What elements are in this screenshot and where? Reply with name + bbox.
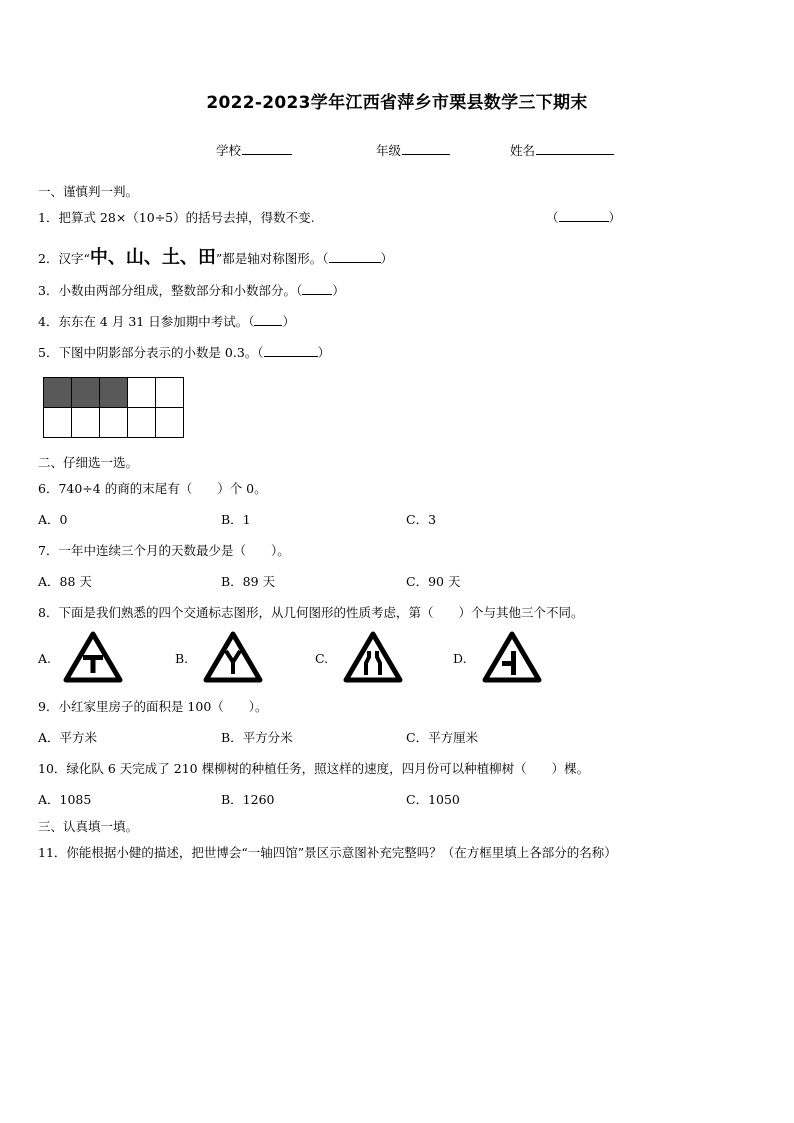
question-2-prefix: 2．汉字“ xyxy=(38,251,90,266)
section-heading-1: 一、谨慎判一判。 xyxy=(38,184,139,199)
answer-blank[interactable] xyxy=(559,209,609,222)
question-6: 6．740÷4 的商的末尾有（ ）个 0。 xyxy=(38,481,267,496)
grid-cell xyxy=(100,408,128,438)
question-1-text: 1．把算式 28×（10÷5）的括号去掉，得数不变. xyxy=(38,210,315,225)
grid-cell-shaded xyxy=(72,378,100,408)
question-4 xyxy=(38,312,295,330)
answer-blank[interactable] xyxy=(264,344,318,357)
paren-close: ） xyxy=(282,314,295,329)
option-b[interactable]: B．1260 xyxy=(221,792,275,807)
option-c[interactable]: C．90 天 xyxy=(406,574,461,589)
grid-cell xyxy=(72,408,100,438)
question-9: 9．小红家里房子的面积是 100（ ）。 xyxy=(38,699,268,714)
paren-open: （ xyxy=(546,210,559,225)
paren-close: ） xyxy=(380,251,394,266)
question-2 xyxy=(38,243,393,269)
grid-cell xyxy=(44,408,72,438)
option-c[interactable]: C．平方厘米 xyxy=(406,730,479,745)
question-5-text: 5．下图中阴影部分表示的小数是 0.3。（ xyxy=(38,345,264,360)
question-11: 11．你能根据小健的描述，把世博会“一轴四馆”景区示意图补充完整吗？（在方框里填上各部分的名称） xyxy=(38,845,617,860)
option-a[interactable]: A．平方米 xyxy=(38,730,98,745)
grade-blank[interactable] xyxy=(402,142,450,155)
decimal-grid xyxy=(43,377,184,438)
grid-cell xyxy=(128,408,156,438)
road-narrows-sign-icon xyxy=(343,631,403,683)
section-heading-2: 二、仔细选一选。 xyxy=(38,455,139,470)
grid-cell-shaded xyxy=(44,378,72,408)
question-1 xyxy=(38,208,315,226)
school-blank[interactable] xyxy=(242,142,292,155)
page-title: 2022-2023学年江西省萍乡市栗县数学三下期末 xyxy=(206,93,588,113)
option-b[interactable]: B．89 天 xyxy=(221,574,276,589)
paren-close: ） xyxy=(332,283,345,298)
question-2-chars: 中、山、土、田 xyxy=(89,247,216,268)
paren-close: ） xyxy=(608,210,622,225)
option-c[interactable]: C. xyxy=(315,651,329,666)
name-blank[interactable] xyxy=(536,142,614,155)
option-a[interactable]: A．88 天 xyxy=(38,574,92,589)
question-1-answer xyxy=(546,208,621,226)
question-3 xyxy=(38,281,345,299)
question-10: 10．绿化队 6 天完成了 210 棵柳树的种植任务，照这样的速度，四月份可以种植柳树（ ）棵。 xyxy=(38,761,590,776)
grid-cell xyxy=(156,408,184,438)
question-2-suffix: ”都是轴对称图形。（ xyxy=(215,251,329,266)
school-field xyxy=(216,141,292,159)
question-3-text: 3．小数由两部分组成，整数部分和小数部分。（ xyxy=(38,283,303,298)
grid-cell xyxy=(128,378,156,408)
option-c[interactable]: C．3 xyxy=(406,512,437,527)
y-junction-sign-icon xyxy=(203,631,263,683)
section-heading-3: 三、认真填一填。 xyxy=(38,819,139,834)
question-4-text: 4．东东在 4 月 31 日参加期中考试。（ xyxy=(38,314,255,329)
name-field xyxy=(510,141,614,159)
question-8: 8．下面是我们熟悉的四个交通标志图形，从几何图形的性质考虑，第（ ）个与其他三个不同。 xyxy=(38,605,584,620)
question-7: 7．一年中连续三个月的天数最少是（ ）。 xyxy=(38,543,290,558)
option-b[interactable]: B．平方分米 xyxy=(221,730,293,745)
option-a[interactable]: A. xyxy=(38,651,52,666)
name-label: 姓名 xyxy=(510,143,536,158)
answer-blank[interactable] xyxy=(254,313,282,326)
grid-cell xyxy=(156,378,184,408)
side-road-sign-icon xyxy=(482,631,542,683)
t-junction-sign-icon xyxy=(63,631,123,683)
option-a[interactable]: A．1085 xyxy=(38,792,92,807)
grade-field xyxy=(376,141,450,159)
grade-label: 年级 xyxy=(376,143,402,158)
option-b[interactable]: B．1 xyxy=(221,512,251,527)
grid-cell-shaded xyxy=(100,378,128,408)
option-d[interactable]: D. xyxy=(453,651,467,666)
answer-blank[interactable] xyxy=(329,250,381,263)
option-c[interactable]: C．1050 xyxy=(406,792,460,807)
school-label: 学校 xyxy=(216,143,242,158)
question-5 xyxy=(38,343,330,361)
option-b[interactable]: B. xyxy=(175,651,189,666)
paren-close: ） xyxy=(317,345,331,360)
option-a[interactable]: A．0 xyxy=(38,512,68,527)
answer-blank[interactable] xyxy=(302,282,332,295)
